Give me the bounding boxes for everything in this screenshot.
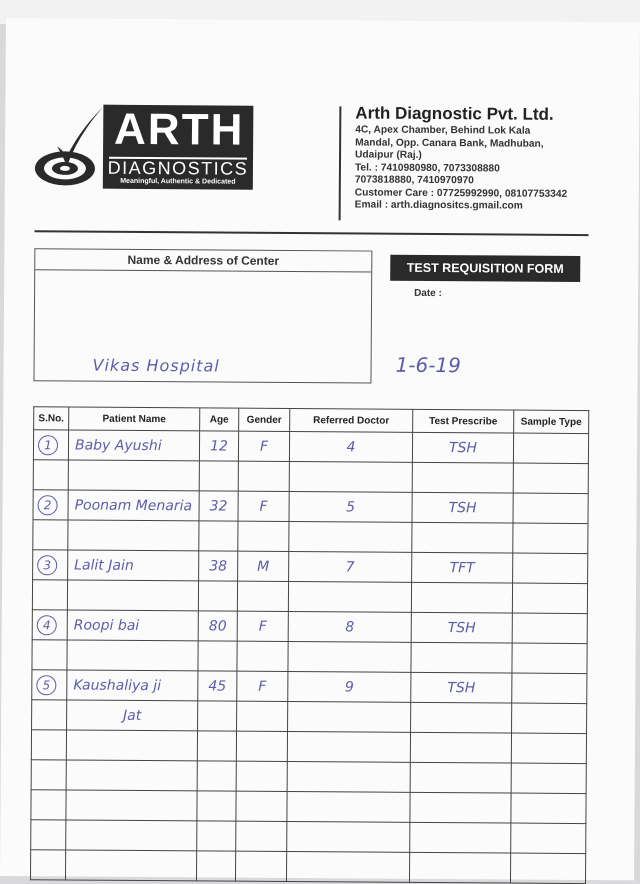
empty-cell <box>30 850 65 880</box>
empty-cell <box>511 823 586 854</box>
sno-cell <box>33 520 68 550</box>
address-line: Mandal, Opp. Canara Bank, Madhuban, <box>355 136 544 150</box>
empty-cell <box>199 461 238 491</box>
sample-type-cell <box>512 613 587 644</box>
table-row <box>31 820 586 854</box>
age-cell: 80 <box>198 611 237 641</box>
header-gender: Gender <box>239 408 290 431</box>
empty-cell <box>410 792 511 823</box>
empty-cell <box>197 791 236 821</box>
logo-tagline: Meaningful, Authentic & Dedicated <box>120 177 236 186</box>
logo-brand-top: ARTH <box>113 104 245 155</box>
patient-name-cell: Poonam Menaria <box>68 490 199 521</box>
gender-cell: F <box>238 491 289 521</box>
empty-cell <box>66 760 197 791</box>
header-age: Age <box>200 408 239 431</box>
empty-cell <box>289 461 412 492</box>
empty-cell <box>235 851 286 881</box>
sno-circled-number: 5 <box>36 675 56 695</box>
header-patient-name: Patient Name <box>69 407 200 431</box>
form-title: TEST REQUISITION FORM <box>390 255 580 282</box>
sno-cell <box>33 550 68 580</box>
sample-type-cell <box>513 433 588 464</box>
empty-cell <box>287 791 410 822</box>
empty-cell <box>236 791 287 821</box>
sno-cell <box>32 700 67 730</box>
empty-cell <box>197 731 236 761</box>
logo-wordmark <box>103 105 254 190</box>
sno-cell <box>32 610 67 640</box>
empty-cell <box>512 703 587 734</box>
table-row <box>33 430 588 464</box>
age-cell: 12 <box>199 431 238 461</box>
sno-cell <box>33 460 68 490</box>
empty-cell <box>512 583 587 614</box>
table-row <box>33 460 588 494</box>
sno-cell <box>33 430 68 460</box>
table-row <box>32 700 587 734</box>
patient-table <box>30 406 589 884</box>
company-info <box>355 102 626 213</box>
empty-cell <box>411 702 512 733</box>
header-referred-doctor: Referred Doctor <box>290 408 413 432</box>
empty-cell <box>196 851 235 881</box>
empty-cell <box>31 760 66 790</box>
center-label: Name & Address of Center <box>35 249 371 272</box>
center-box <box>33 248 372 383</box>
sample-type-cell <box>512 673 587 704</box>
date-label: Date : <box>414 287 442 300</box>
empty-cell <box>237 581 288 611</box>
empty-cell <box>511 733 586 764</box>
empty-cell <box>31 790 66 820</box>
referred-doctor-cell: 5 <box>289 491 412 522</box>
empty-cell <box>236 761 287 791</box>
age-cell: 38 <box>199 551 238 581</box>
sno-cell <box>32 640 67 670</box>
table-row <box>33 520 588 554</box>
patient-name-cell: Lalit Jain <box>68 550 199 581</box>
empty-cell <box>288 641 411 672</box>
empty-cell <box>511 763 586 794</box>
empty-cell <box>199 521 238 551</box>
empty-cell <box>66 790 197 821</box>
empty-cell <box>238 461 289 491</box>
empty-cell <box>287 761 410 792</box>
header-sno: S.No. <box>34 407 69 430</box>
empty-cell <box>512 643 587 674</box>
telephone-line: Tel. : 7410980980, 7073308880 <box>354 161 500 174</box>
date-value: 1-6-19 <box>395 352 462 378</box>
empty-cell <box>411 582 512 613</box>
sample-type-cell <box>513 553 588 584</box>
empty-cell <box>412 522 513 553</box>
referred-doctor-cell: 9 <box>288 671 411 702</box>
address-line: 4C, Apex Chamber, Behind Lok Kala <box>355 124 531 137</box>
empty-cell <box>197 821 236 851</box>
empty-cell <box>289 521 412 552</box>
empty-cell <box>511 793 586 824</box>
empty-cell <box>410 732 511 763</box>
header-test-prescribe: Test Prescribe <box>413 409 514 433</box>
empty-cell <box>513 523 588 554</box>
patient-name-cell: Roopi bai <box>67 610 198 641</box>
header-sample-type: Sample Type <box>514 410 589 434</box>
empty-cell <box>31 820 66 850</box>
test-prescribe-cell: TSH <box>412 492 513 523</box>
gender-cell: M <box>238 551 289 581</box>
patient-name-cell <box>68 520 199 551</box>
empty-cell <box>236 821 287 851</box>
sno-circled-number: 2 <box>38 495 58 515</box>
patient-name-cell <box>68 460 199 491</box>
company-logo <box>33 86 264 198</box>
table-row <box>31 760 586 794</box>
patient-name-cell: Kaushaliya ji <box>67 670 198 701</box>
test-prescribe-cell: TFT <box>412 552 513 583</box>
table-row <box>32 670 587 704</box>
table-body <box>30 430 588 884</box>
empty-cell <box>65 850 196 881</box>
table-row <box>30 850 585 884</box>
referred-doctor-cell: 8 <box>288 611 411 642</box>
empty-cell <box>411 642 512 673</box>
address-line: Udaipur (Raj.) <box>355 149 422 161</box>
empty-cell <box>410 822 511 853</box>
empty-cell <box>409 852 510 883</box>
logo-brand-bottom: DIAGNOSTICS <box>107 157 249 179</box>
telephone-line: 7073818880, 7410970970 <box>354 174 474 187</box>
table-row <box>33 550 588 584</box>
test-prescribe-cell: TSH <box>411 612 512 643</box>
patient-name-cell: Baby Ayushi <box>68 430 199 461</box>
sno-cell <box>32 580 67 610</box>
test-prescribe-cell: TSH <box>412 432 513 463</box>
requisition-sheet <box>0 18 640 880</box>
gender-cell: F <box>237 671 288 701</box>
empty-cell <box>237 701 288 731</box>
customer-care-line: Customer Care : 07725992990, 08107753342 <box>354 186 568 200</box>
sno-cell <box>33 490 68 520</box>
referred-doctor-cell: 7 <box>289 551 412 582</box>
patient-name-cell <box>67 580 198 611</box>
age-cell: 32 <box>199 491 238 521</box>
header-rule <box>35 230 589 236</box>
header-divider <box>339 106 342 220</box>
target-icon <box>33 106 106 189</box>
empty-cell <box>412 462 513 493</box>
empty-cell <box>513 463 588 494</box>
empty-cell <box>287 821 410 852</box>
gender-cell: F <box>238 431 289 461</box>
sno-cell <box>32 670 67 700</box>
empty-cell <box>198 701 237 731</box>
empty-cell <box>286 851 409 882</box>
patient-name-cell <box>67 640 198 671</box>
sno-circled-number: 1 <box>38 435 58 455</box>
empty-cell <box>31 730 66 760</box>
empty-cell <box>238 521 289 551</box>
gender-cell: F <box>237 611 288 641</box>
center-value: Vikas Hospital <box>92 355 220 376</box>
empty-cell <box>288 581 411 612</box>
table-row <box>31 730 586 764</box>
referred-doctor-cell: 4 <box>289 431 412 462</box>
table-row <box>32 580 587 614</box>
table-row <box>32 610 587 644</box>
sno-circled-number: 3 <box>37 555 57 575</box>
empty-cell <box>66 730 197 761</box>
table-row <box>33 490 588 524</box>
empty-cell <box>410 762 511 793</box>
sample-type-cell <box>513 493 588 524</box>
email-line: Email : arth.diagnositcs.gmail.com <box>354 199 523 212</box>
empty-cell <box>197 761 236 791</box>
empty-cell <box>287 731 410 762</box>
empty-cell <box>288 701 411 732</box>
empty-cell <box>236 731 287 761</box>
sno-circled-number: 4 <box>37 615 57 635</box>
company-name: Arth Diagnostic Pvt. Ltd. <box>355 103 554 124</box>
empty-cell <box>237 641 288 671</box>
empty-cell <box>66 820 197 851</box>
test-prescribe-cell: TSH <box>411 672 512 703</box>
age-cell: 45 <box>198 671 237 701</box>
table-row <box>32 640 587 674</box>
empty-cell <box>198 581 237 611</box>
empty-cell <box>198 641 237 671</box>
table-row <box>31 790 586 824</box>
patient-name-cell: Jat <box>67 700 198 731</box>
empty-cell <box>510 853 585 884</box>
